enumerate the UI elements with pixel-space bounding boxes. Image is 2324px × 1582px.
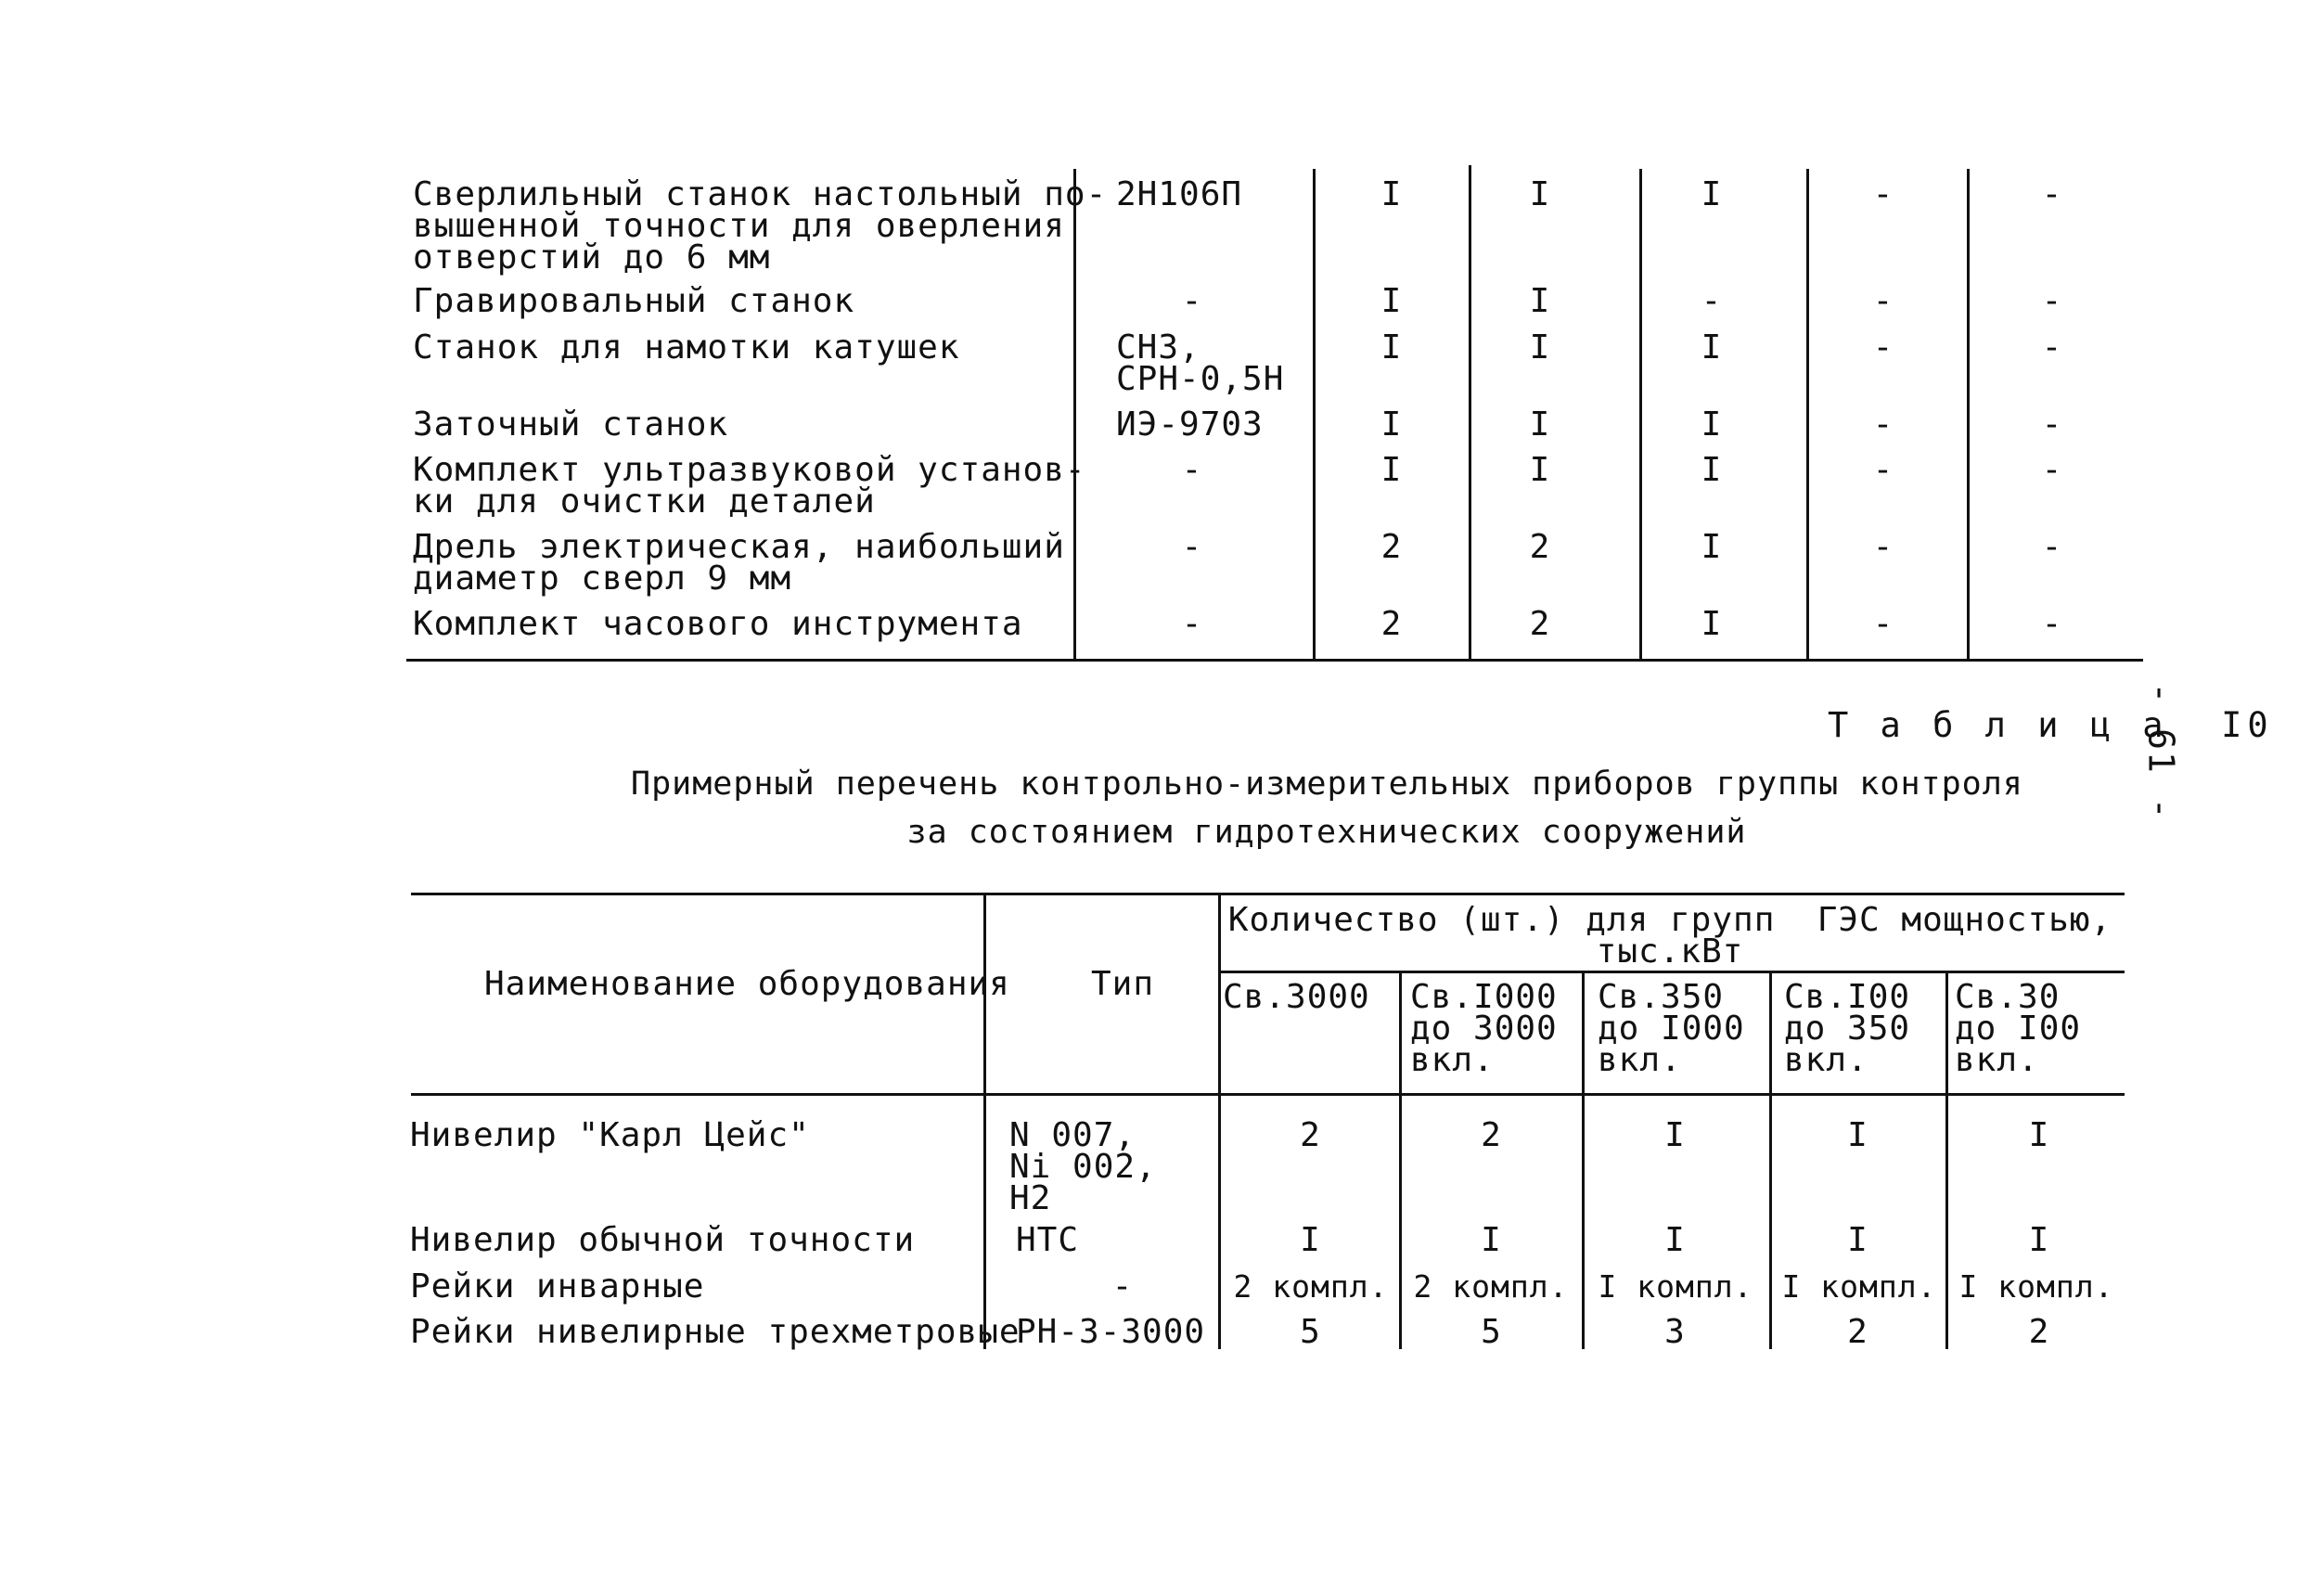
table-row-type: ИЭ-9703 <box>1116 405 1264 444</box>
table-cell: - <box>2041 328 2063 367</box>
top-table-divider <box>1469 165 1471 661</box>
table-cell: I компл. <box>1781 1268 1937 1305</box>
table-cell: I компл. <box>1958 1268 2114 1305</box>
table-cell: 2 <box>1380 605 1403 643</box>
table-row-type: 2Н106П <box>1116 175 1243 213</box>
table-cell: - <box>2041 528 2063 566</box>
table-row-name: Станок для намотки катушек <box>413 328 960 367</box>
table-cell: I <box>1701 528 1723 566</box>
table-cell: - <box>1872 605 1894 643</box>
table-row-name: Сверлильный станок настольный по- вышенной точности для оверления отверстий до 6 мм <box>413 175 1108 277</box>
table-caption-line-2: за состоянием гидротехнических сооружений <box>906 814 1747 851</box>
table-cell: I <box>1481 1221 1502 1259</box>
table-cell: 2 компл. <box>1413 1268 1569 1305</box>
table-cell: 2 <box>1300 1116 1321 1154</box>
table-cell: I <box>1380 328 1403 367</box>
table-10-header-rule <box>411 1093 2125 1096</box>
top-table-bottom-rule <box>406 659 2143 662</box>
table-cell: 2 <box>1481 1116 1502 1154</box>
table-cell: I <box>1664 1221 1686 1259</box>
table-cell: - <box>2041 451 2063 489</box>
table-row-name: Гравировальный станок <box>413 282 855 320</box>
table-cell: - <box>1872 282 1894 320</box>
table-cell: I <box>1529 405 1551 444</box>
column-header-col-1: Св.3000 <box>1223 978 1370 1016</box>
table-row-name: Нивелир обычной точности <box>410 1221 916 1259</box>
table-cell: I <box>1847 1221 1868 1259</box>
page-number-text: - 61 - <box>2141 682 2182 821</box>
table-cell: I компл. <box>1598 1268 1753 1305</box>
table-cell: - <box>2041 175 2063 213</box>
table-cell: I <box>1380 175 1403 213</box>
top-table-divider <box>1806 169 1809 661</box>
table-cell: - <box>1872 528 1894 566</box>
table-label: Т а б л и ц а I0 <box>1828 705 2274 745</box>
table-cell: I <box>1529 175 1551 213</box>
table-cell: I <box>2028 1116 2050 1154</box>
table-cell: 5 <box>1300 1313 1321 1351</box>
table-cell: 2 <box>1529 528 1551 566</box>
column-header-col-4: Св.I00 до 350 вкл. <box>1784 978 1911 1079</box>
table-cell: I <box>1701 405 1723 444</box>
table-10-group-rule <box>1218 971 2125 973</box>
table-row-name: Комплект часового инструмента <box>413 605 1023 643</box>
table-cell: - <box>1872 328 1894 367</box>
table-cell: I <box>1701 451 1723 489</box>
table-cell: I <box>1380 451 1403 489</box>
table-cell: I <box>1300 1221 1321 1259</box>
column-header-col-2: Св.I000 до 3000 вкл. <box>1410 978 1558 1079</box>
table-cell: I <box>1701 175 1723 213</box>
table-row-type: РН-3-3000 <box>1016 1313 1206 1351</box>
table-cell: I <box>1701 328 1723 367</box>
table-row-type: - <box>1181 282 1203 320</box>
column-header-col-3: Св.350 до I000 вкл. <box>1598 978 1745 1079</box>
table-cell: - <box>1872 175 1894 213</box>
table-row-name: Комплект ультразвуковой установ- ки для очистки деталей <box>413 451 1086 521</box>
table-cell: I <box>1701 605 1723 643</box>
table-cell: - <box>2041 405 2063 444</box>
top-table-divider <box>1313 169 1316 661</box>
table-cell: - <box>1872 405 1894 444</box>
column-header-col-5: Св.30 до I00 вкл. <box>1955 978 2082 1079</box>
table-10-divider <box>983 894 986 1349</box>
table-cell: I <box>1529 451 1551 489</box>
table-cell: - <box>2041 605 2063 643</box>
table-row-name: Рейки нивелирные трехметровые <box>410 1313 1021 1351</box>
table-row-name: Дрель электрическая, наибольший диаметр сверл 9 мм <box>413 528 1065 598</box>
top-table-divider <box>1967 169 1970 661</box>
table-row-type: - <box>1181 528 1203 566</box>
table-row-name: Рейки инварные <box>410 1267 705 1305</box>
table-10-divider <box>1582 971 1585 1349</box>
table-cell: I <box>1380 405 1403 444</box>
table-cell: 2 компл. <box>1233 1268 1389 1305</box>
table-cell: 3 <box>1664 1313 1686 1351</box>
table-10-divider <box>1399 971 1402 1349</box>
table-cell: I <box>1529 282 1551 320</box>
table-row-type: НТС <box>1016 1221 1080 1259</box>
table-10-top-rule <box>411 893 2125 895</box>
table-cell: I <box>2028 1221 2050 1259</box>
table-row-name: Нивелир "Карл Цейс" <box>410 1116 810 1154</box>
table-10-divider <box>1218 894 1221 1349</box>
page-number <box>2143 682 2180 821</box>
column-header-group: Количество (шт.) для групп ГЭС мощностью, тыс.кВт <box>1227 901 2112 971</box>
table-cell: 2 <box>2028 1313 2050 1351</box>
table-cell: I <box>1847 1116 1868 1154</box>
table-row-type: СН3, СРН-0,5Н <box>1116 328 1285 398</box>
table-row-type: - <box>1181 451 1203 489</box>
column-header-type: Тип <box>1090 965 1155 1003</box>
table-row-type: - <box>1111 1267 1134 1305</box>
table-cell: I <box>1529 328 1551 367</box>
table-row-type: - <box>1181 605 1203 643</box>
table-row-type: N 007, Ni 002, Н2 <box>1009 1116 1157 1217</box>
table-cell: - <box>2041 282 2063 320</box>
table-cell: - <box>1872 451 1894 489</box>
table-caption-line-1: Примерный перечень контрольно-измерительных приборов группы контроля <box>631 765 2023 803</box>
table-cell: I <box>1664 1116 1686 1154</box>
table-cell: 2 <box>1847 1313 1868 1351</box>
top-table-divider <box>1639 169 1642 661</box>
table-cell: 2 <box>1380 528 1403 566</box>
table-cell: I <box>1380 282 1403 320</box>
table-cell: - <box>1701 282 1723 320</box>
table-cell: 2 <box>1529 605 1551 643</box>
column-header-name: Наименование оборудования <box>484 965 1010 1003</box>
table-cell: 5 <box>1481 1313 1502 1351</box>
table-row-name: Заточный станок <box>413 405 729 444</box>
